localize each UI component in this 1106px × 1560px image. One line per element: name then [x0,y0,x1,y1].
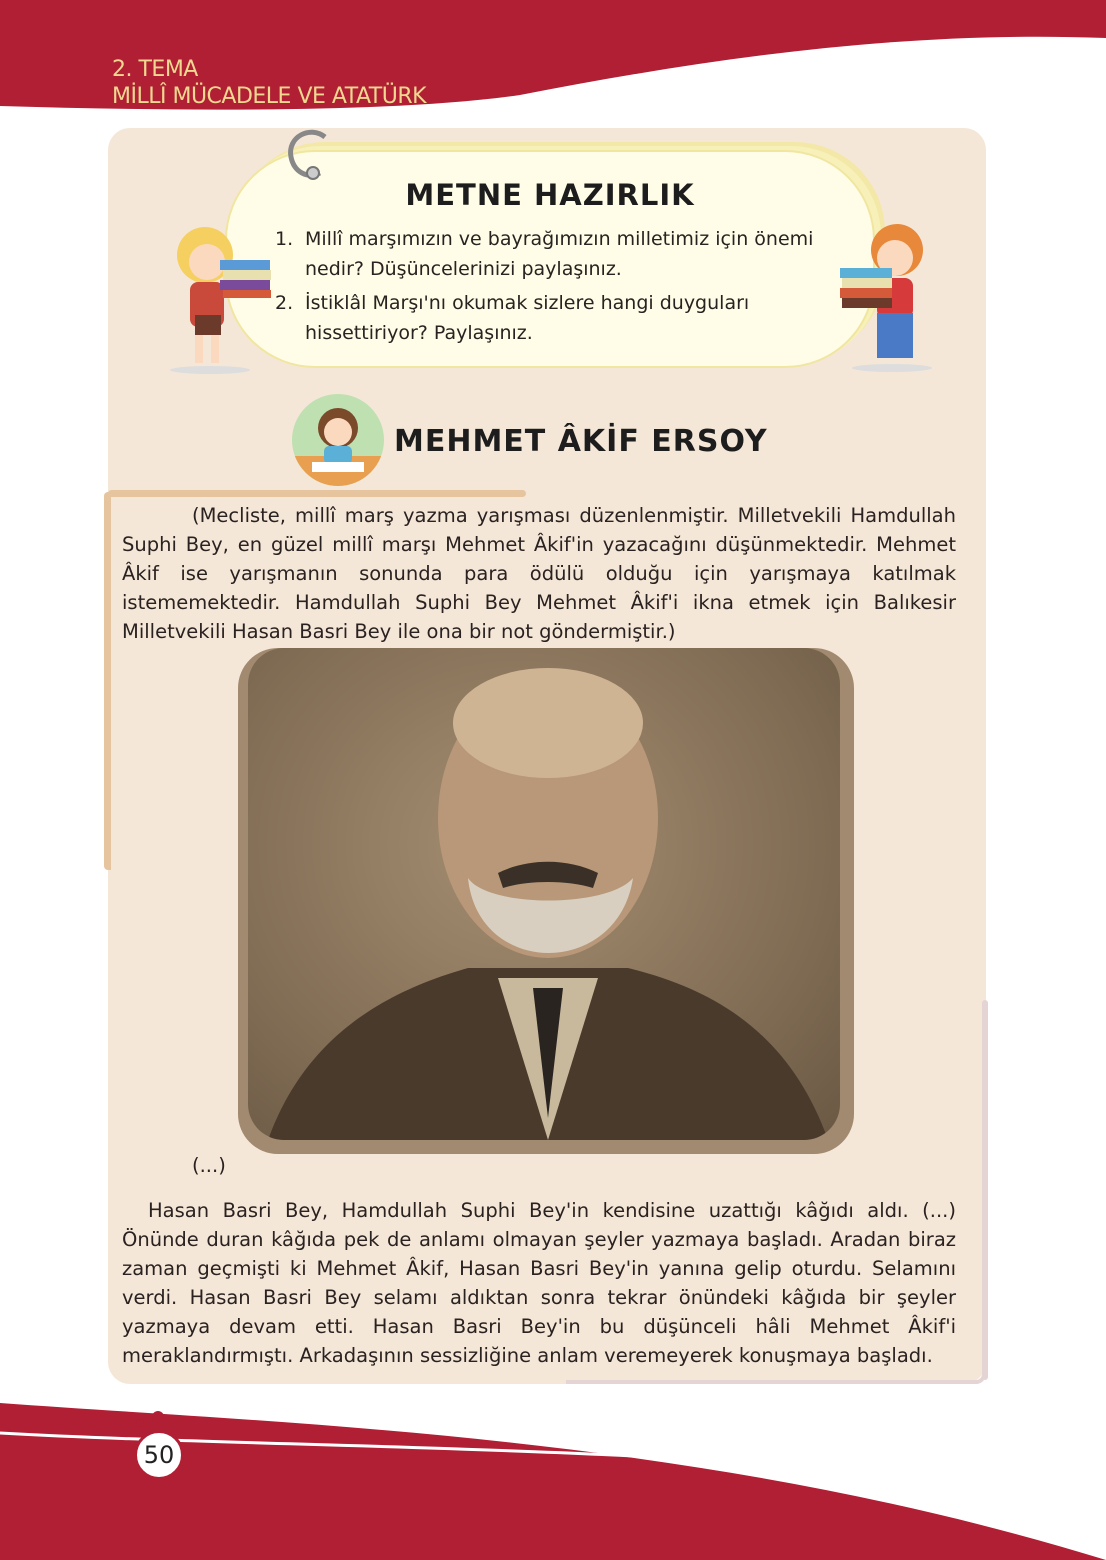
question-item: 1. Millî marşımızın ve bayrağımızın milletimiz için önemi nedir? Düşüncelerinizi paylaşınız. [275,224,845,284]
binder-ring-icon [285,127,337,183]
body-paragraph: Hasan Basri Bey, Hamdullah Suphi Bey'in kendisine uzattığı kâğıdı aldı. (...) Önünde duran kâğıda pek de anlamı olmayan şeyler yazmaya başladı. Aradan biraz zaman geçmişti ki Mehmet Âkif, Hasan Basri Bey'in yanına gelip oturdu. Selamını verdi. Hasan Basri Bey selamı aldıktan sonra tekrar önündeki kâğıda bir şeyler yazmaya devam etti. Hasan Basri Bey'in bu düşünceli hâli Mehmet Âkif'i meraklandırmıştı. Arkadaşının sessizliğine anlam veremeyerek konuşmaya başladı. [122,1199,956,1367]
reading-girl-avatar [292,394,384,486]
ellipsis-text: (...) [192,1154,226,1177]
boy-with-books-illustration [832,218,937,373]
intro-paragraph: (Mecliste, millî marş yazma yarışması düzenlenmiştir. Milletvekili Hamdullah Suphi Bey, en güzel millî marşı Mehmet Âkif'in yazacağını düşünmektedir. Mehmet Âkif ise yarışmanın sonunda para ödülü olduğu için yarışmaya katılmak istememektedir. Hamdullah Suphi Bey Mehmet Âkif'i ikna etmek için Balıkesir Milletvekili Hasan Basri Bey ile ona bir not göndermiştir.) [122,504,956,643]
page-number: 50 [134,1430,184,1480]
panel-edge [566,1374,986,1384]
question-text: İstiklâl Marşı'nı okumak sizlere hangi duyguları hissettiriyor? Paylaşınız. [305,292,750,344]
decorative-bar [104,492,111,870]
theme-title: MİLLÎ MÜCADELE VE ATATÜRK [112,84,427,109]
portrait-photo [248,648,840,1140]
prep-title: METNE HAZIRLIK [405,178,695,212]
reading-title: MEHMET ÂKİF ERSOY [394,424,768,459]
decorative-bar [982,1000,988,1380]
prep-questions [275,224,845,352]
decorative-bar [108,490,526,497]
question-text: Millî marşımızın ve bayrağımızın milletimiz için önemi nedir? Düşüncelerinizi paylaşınız. [305,228,814,280]
question-item: 2. İstiklâl Marşı'nı okumak sizlere hangi duyguları hissettiriyor? Paylaşınız. [275,288,845,348]
theme-number: 2. TEMA [112,57,198,82]
theme-heading [112,56,426,110]
girl-with-books-illustration [165,220,275,375]
